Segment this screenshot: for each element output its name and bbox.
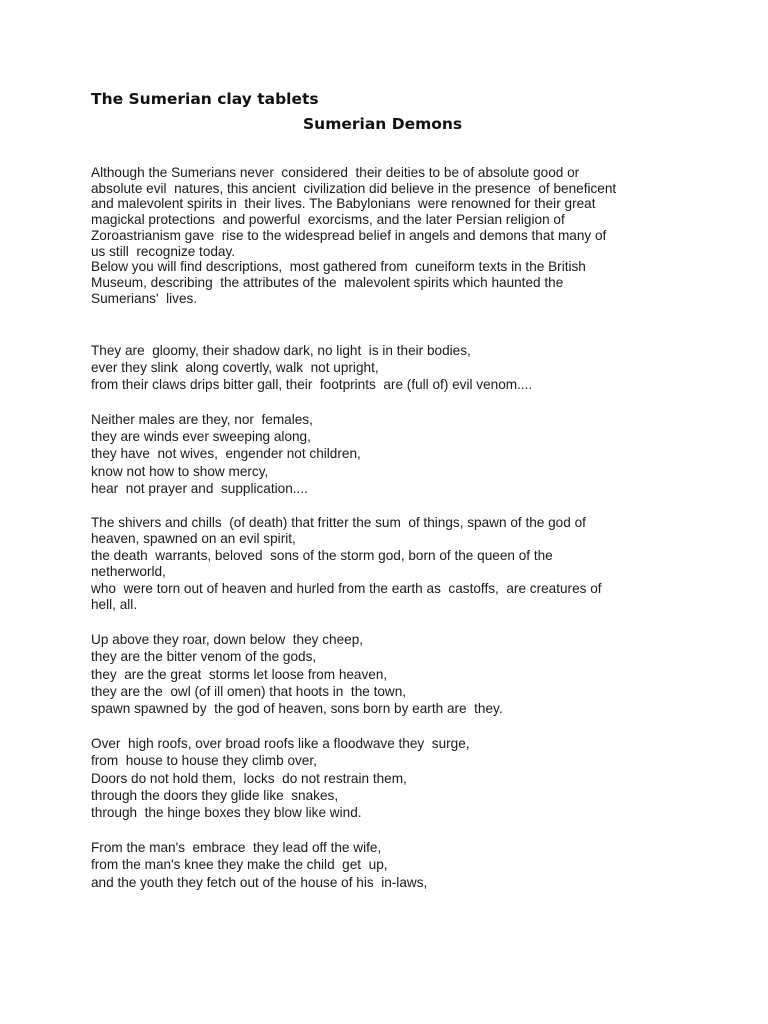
intro-paragraph: Although the Sumerians never considered their deities to be of absolute good or absolute evil natures, this ancient civilization did believe in the presence of beneficent and malevolent spirits in their lives. The Babylonians were renowned for their great magickal protections and powerful exorcisms, and the later Persian religion of Zoroastrianism gave rise to the widespread belief in angels and demons that many of us still recognize today. Below you will find descriptions, most gathered from cuneiform texts in the British Museum, describing the attributes of the malevolent spirits which haunted the Sumerians' lives. bbox=[91, 165, 617, 306]
poem-stanza: Neither males are they, nor females, they are winds ever sweeping along, they have not wives, engender not children, know not how to show mercy, hear not prayer and supplication.... bbox=[91, 412, 361, 496]
poem-stanza: They are gloomy, their shadow dark, no light is in their bodies, ever they slink along covertly, walk not upright, from their claws drips bitter gall, their footprints are (full of) evil venom.... bbox=[91, 343, 533, 393]
poem-stanza: The shivers and chills (of death) that fritter the sum of things, spawn of the god of heaven, spawned on an evil spirit, the death warrants, beloved sons of the storm god, born of the queen of the netherworld, who were torn out of heaven and hurled from the earth as castoffs, are creatures of hell, all. bbox=[91, 515, 602, 613]
poem-stanza: Over high roofs, over broad roofs like a floodwave they surge, from house to house they climb over, Doors do not hold them, locks do not restrain them, through the doors they glide like snakes, through the hinge boxes they blow like wind. bbox=[91, 736, 470, 821]
poem-stanza: Up above they roar, down below they cheep, they are the bitter venom of the gods, they are the great storms let loose from heaven, they are the owl (of ill omen) that hoots in the town, spawn spawned by the god of heaven, sons born by earth are they. bbox=[91, 632, 503, 717]
poem-stanza: From the man's embrace they lead off the wife, from the man's knee they make the child get up, and the youth they fetch out of the house of his in-laws, bbox=[91, 840, 428, 890]
page-title: The Sumerian clay tablets bbox=[91, 90, 319, 108]
page-subtitle: Sumerian Demons bbox=[303, 115, 463, 133]
